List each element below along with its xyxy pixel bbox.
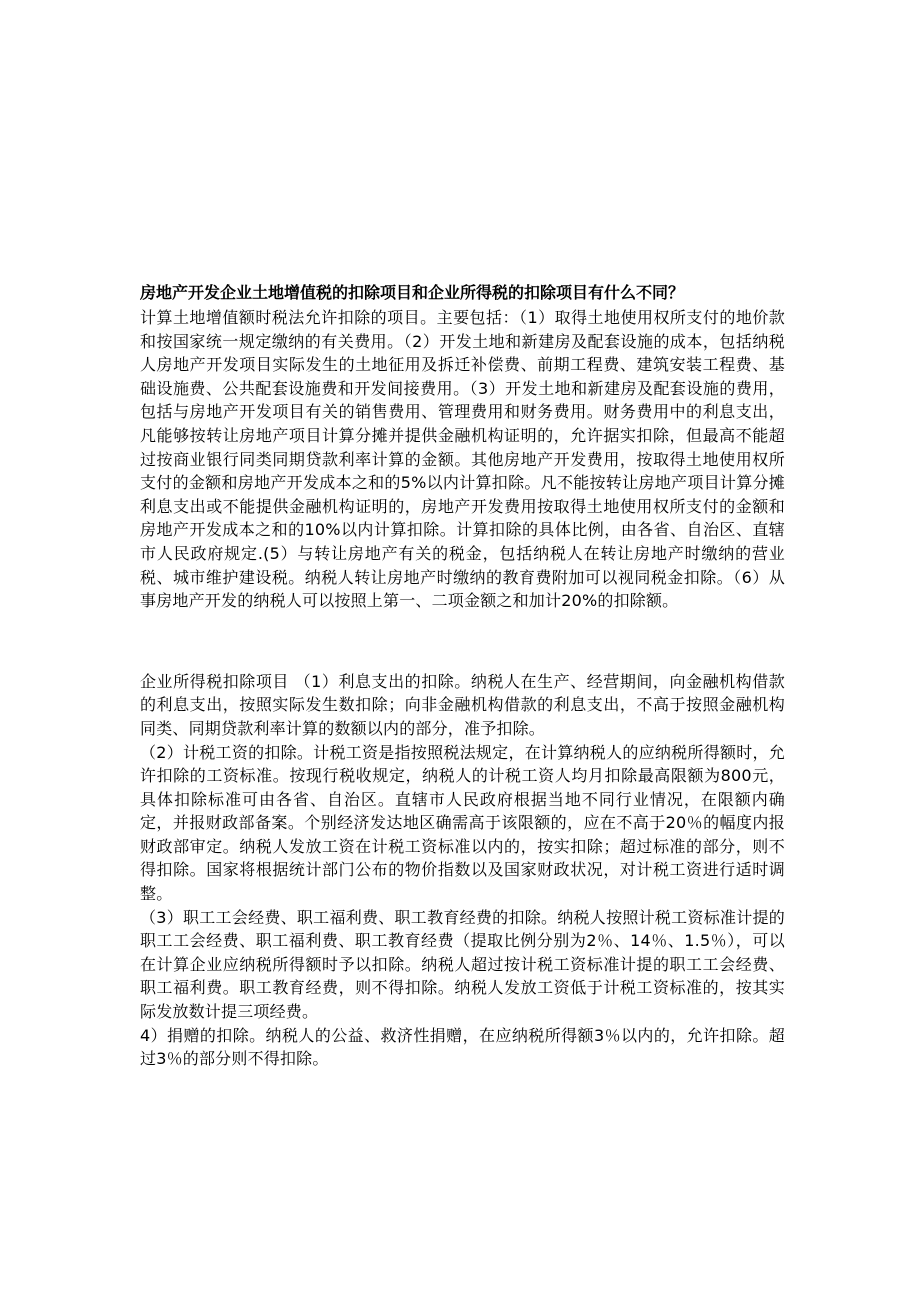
income-tax-wage-paragraph: （2）计税工资的扣除。计税工资是指按照税法规定，在计算纳税人的应纳税所得额时，允许扣除的工资标准。按现行税收规定，纳税人的计税工资人均月扣除最高限额为800元，具体扣除标准可由各省、自治区。直辖市人民政府根据当地不同行业情况，在限额内确定，并报财政部备案。个别经济发达地区确需高于该限额的，应在不高于20％的幅度内报财政部审定。纳税人发放工资在计税工资标准以内的，按实扣除；超过标准的部分，则不得扣除。国家将根据统计部门公布的物价指数以及国家财政状况，对计税工资进行适时调整。	[140, 742, 785, 904]
document-page	[140, 280, 785, 1071]
income-tax-donation-paragraph: 4）捐赠的扣除。纳税人的公益、救济性捐赠，在应纳税所得额3％以内的，允许扣除。超过3％的部分则不得扣除。	[140, 1025, 785, 1069]
section-spacer	[140, 613, 785, 670]
income-tax-interest-paragraph: 企业所得税扣除项目 （1）利息支出的扣除。纳税人在生产、经营期间，向金融机构借款的利息支出，按照实际发生数扣除；向非金融机构借款的利息支出，不高于按照金融机构同类、同期贷款利率计算的数额以内的部分，准予扣除。	[140, 671, 785, 738]
land-vat-deductions-paragraph: 计算土地增值额时税法允许扣除的项目。主要包括：（1）取得土地使用权所支付的地价款和按国家统一规定缴纳的有关费用。（2）开发土地和新建房及配套设施的成本，包括纳税人房地产开发项目实际发生的土地征用及拆迁补偿费、前期工程费、建筑安装工程费、基础设施费、公共配套设施费和开发间接费用。（3）开发土地和新建房及配套设施的费用，包括与房地产开发项目有关的销售费用、管理费用和财务费用。财务费用中的利息支出，凡能够按转让房地产项目计算分摊并提供金融机构证明的，允许据实扣除，但最高不能超过按商业银行同类同期贷款利率计算的金额。其他房地产开发费用，按取得土地使用权所支付的金额和房地产开发成本之和的5%以内计算扣除。凡不能按转让房地产项目计算分摊利息支出或不能提供金融机构证明的，房地产开发费用按取得土地使用权所支付的金额和房地产开发成本之和的10%以内计算扣除。计算扣除的具体比例，由各省、自治区、直辖市人民政府规定.(5）与转让房地产有关的税金，包括纳税人在转让房地产时缴纳的营业税、城市维护建设税。纳税人转让房地产时缴纳的教育费附加可以视同税金扣除。（6）从事房地产开发的纳税人可以按照上第一、二项金额之和加计20%的扣除额。	[140, 308, 785, 611]
income-tax-union-welfare-paragraph: （3）职工工会经费、职工福利费、职工教育经费的扣除。纳税人按照计税工资标准计提的职工工会经费、职工福利费、职工教育经费（提取比例分别为2％、14％、1.5％），可以在计算企业应纳税所得额时予以扣除。纳税人超过按计税工资标准计提的职工工会经费、职工福利费。职工教育经费，则不得扣除。纳税人发放工资低于计税工资标准的，按其实际发放数计提三项经费。	[140, 907, 785, 1022]
document-title: 房地产开发企业土地增值税的扣除项目和企业所得税的扣除项目有什么不同？	[140, 283, 685, 302]
